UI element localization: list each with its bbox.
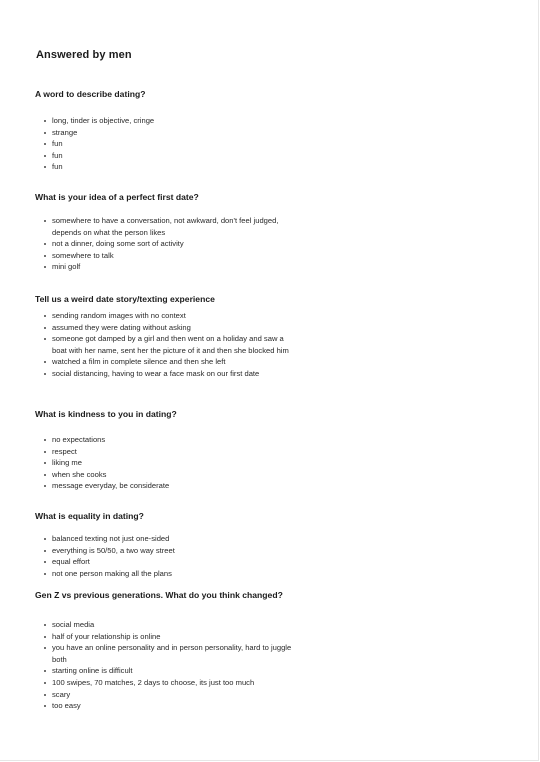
section-kindness <box>35 409 295 492</box>
answer-item: strange <box>35 127 295 139</box>
answer-item: respect <box>35 446 295 458</box>
question-heading: A word to describe dating? <box>35 89 146 99</box>
answer-list <box>35 215 295 273</box>
answer-item: somewhere to talk <box>35 250 295 262</box>
answer-list <box>35 310 295 380</box>
answer-item: balanced texting not just one-sided <box>35 533 295 545</box>
answer-list <box>35 619 300 712</box>
question-heading: What is equality in dating? <box>35 511 144 521</box>
page-title: Answered by men <box>36 49 132 61</box>
answer-item: no expectations <box>35 434 295 446</box>
section-perfect-first-date <box>35 192 295 273</box>
answer-item: fun <box>35 138 295 150</box>
answer-item: you have an online personality and in person personality, hard to juggle both <box>35 642 300 665</box>
answer-item: sending random images with no context <box>35 310 295 322</box>
answer-list <box>35 434 295 492</box>
section-weird-date-story <box>35 294 295 380</box>
answer-item: half of your relationship is online <box>35 631 300 643</box>
answer-item: starting online is difficult <box>35 665 300 677</box>
section-gen-z <box>35 590 300 712</box>
answer-item: somewhere to have a conversation, not awkward, don't feel judged, depends on what the person likes <box>35 215 295 238</box>
answer-item: equal effort <box>35 556 295 568</box>
question-heading: Gen Z vs previous generations. What do you think changed? <box>35 590 283 600</box>
answer-item: fun <box>35 150 295 162</box>
question-heading: What is kindness to you in dating? <box>35 409 177 419</box>
answer-item: mini golf <box>35 261 295 273</box>
answer-item: message everyday, be considerate <box>35 480 295 492</box>
answer-item: liking me <box>35 457 295 469</box>
answer-list <box>35 533 295 579</box>
answer-item: 100 swipes, 70 matches, 2 days to choose, its just too much <box>35 677 300 689</box>
answer-item: social distancing, having to wear a face mask on our first date <box>35 368 295 380</box>
section-equality <box>35 511 295 579</box>
answer-item: not a dinner, doing some sort of activity <box>35 238 295 250</box>
answer-item: assumed they were dating without asking <box>35 322 295 334</box>
section-describe-dating <box>35 89 295 173</box>
answer-item: not one person making all the plans <box>35 568 295 580</box>
answer-item: everything is 50/50, a two way street <box>35 545 295 557</box>
question-heading: What is your idea of a perfect first date? <box>35 192 199 202</box>
answer-item: long, tinder is objective, cringe <box>35 115 295 127</box>
answer-item: social media <box>35 619 300 631</box>
answer-item: when she cooks <box>35 469 295 481</box>
answer-item: someone got damped by a girl and then went on a holiday and saw a boat with her name, sent her the picture of it and then she blocked him <box>35 333 295 356</box>
answer-item: scary <box>35 689 300 701</box>
answer-item: watched a film in complete silence and then she left <box>35 356 295 368</box>
question-heading: Tell us a weird date story/texting experience <box>35 294 215 304</box>
answer-item: fun <box>35 161 295 173</box>
answer-list <box>35 115 295 173</box>
answer-item: too easy <box>35 700 300 712</box>
